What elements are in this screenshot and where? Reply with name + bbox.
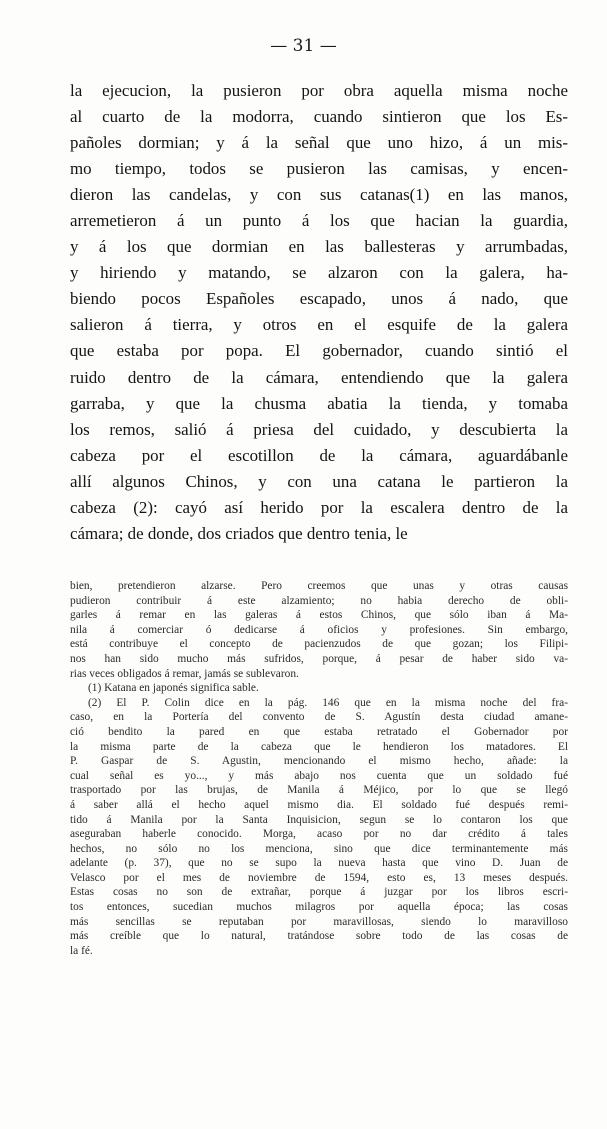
footnote-line: P. Gaspar de S. Agustin, mencionando el mismo hecho, añade: la	[70, 755, 568, 768]
main-text-line: mo tiempo, todos se pusieron las camisas, y encen-	[70, 159, 568, 179]
footnote-line: Velasco por el mes de noviembre de 1594, esto es, 13 meses después.	[70, 871, 568, 884]
footnote-1	[70, 681, 568, 696]
main-text-line: allí algunos Chinos, y con una catana le partieron la	[70, 471, 568, 491]
footnote-line: la misma parte de la cabeza que le hendieron los matadores. El	[70, 740, 568, 753]
footnote-line: hechos, no sólo no los menciona, sino que dice terminantemente más	[70, 842, 568, 855]
main-text-line: cámara; de donde, dos criados que dentro tenia, le	[70, 523, 408, 543]
main-text-line: al cuarto de la modorra, cuando sintieron que los Es-	[70, 107, 568, 127]
footnote-line: Estas cosas no son de extrañar, porque á juzgar por los libros escri-	[70, 886, 568, 899]
footnote-line: tos entonces, sucedian muchos milagros por aquella época; las cosas	[70, 901, 568, 914]
main-text-block	[70, 78, 568, 547]
main-text-line: garraba, y que la chusma abatia la tienda, y tomaba	[70, 393, 568, 413]
main-text-line: biendo pocos Españoles escapado, unos á nado, que	[70, 289, 568, 309]
footnote-line: ció bendito la pared en que estaba retratado el Gobernador por	[70, 725, 568, 738]
main-text-line: cabeza por el escotillon de la cámara, aguardábanle	[70, 445, 568, 465]
main-text-line: salieron á tierra, y otros en el esquife de la galera	[70, 315, 568, 335]
main-text-line: arremetieron á un punto á los que hacian la guardia,	[70, 211, 568, 231]
footnote-line: (2) El P. Colin dice en la pág. 146 que en la misma noche del fra-	[88, 696, 568, 709]
footnote-line: garles á remar en las galeras á estos Chinos, que sólo iban á Ma-	[70, 609, 568, 622]
footnote-line: tido á Manila por la Santa Inquisicion, segun se lo contaron los que	[70, 813, 568, 826]
main-text-line: ruido dentro de la cámara, entendiendo que la galera	[70, 367, 568, 387]
footnote-line: más sencillas se reputaban por maravillosas, siendo lo maravilloso	[70, 915, 568, 928]
main-text-line: la ejecucion, la pusieron por obra aquella misma noche	[70, 81, 568, 100]
footnote-line: á saber allá el hecho aquel mismo dia. El soldado fué después remi-	[70, 798, 568, 811]
main-text-line: que estaba por popa. El gobernador, cuando sintió el	[70, 341, 568, 361]
footnote-2	[70, 696, 568, 959]
footnote-line: cual señal es yo..., y más abajo nos cuenta que un soldado fué	[70, 769, 568, 782]
footnote-line: pudieron contribuir á este alzamiento; no habia derecho de obli-	[70, 594, 568, 607]
main-text-line: cabeza (2): cayó así herido por la escalera dentro de la	[70, 497, 568, 517]
footnote-line: más creíble que lo natural, tratándose sobre todo de las cosas de	[70, 930, 568, 943]
footnotes	[70, 579, 568, 958]
main-text-line: los remos, salió á priesa del cuidado, y descubierta la	[70, 419, 568, 439]
footnote-line: nos han sido mucho más sufridos, porque, á pesar de haber sido va-	[70, 652, 568, 665]
footnote-line: rias veces obligados á remar, jamás se sublevaron.	[70, 667, 299, 680]
footnote-line: está contribuye el concepto de pacienzudos de que gozan; los Filipi-	[70, 638, 568, 651]
footnote-line: (1) Katana en japonés significa sable.	[88, 682, 259, 695]
page-number: — 31 —	[270, 36, 337, 56]
footnote-line: la fé.	[70, 944, 93, 957]
footnote-line: caso, en la Portería del convento de S. Agustín desta ciudad amane-	[70, 711, 568, 724]
footnote-line: aseguraban haberle conocido. Morga, acaso por no dar crédito á tales	[70, 828, 568, 841]
footnote-continuation	[70, 579, 568, 681]
main-text-line: dieron las candelas, y con sus catanas(1) en las manos,	[70, 185, 568, 205]
footnote-line: nila á comerciar ó dedicarse á oficios y profesiones. Sin embargo,	[70, 623, 568, 636]
footnote-line: trasportado por las brujas, de Manila á Méjico, por lo que se llegó	[70, 784, 568, 797]
footnote-line: bien, pretendieron alzarse. Pero creemos que unas y otras causas	[70, 580, 568, 592]
main-text-line: pañoles dormian; y á la señal que uno hizo, á un mis-	[70, 133, 568, 153]
footnote-line: adelante (p. 37), que no se supo la nueva hasta que vino D. Juan de	[70, 857, 568, 870]
main-text-line: y hiriendo y matando, se alzaron con la galera, ha-	[70, 263, 568, 283]
main-text-line: y á los que dormian en las ballesteras y arrumbadas,	[70, 237, 568, 257]
